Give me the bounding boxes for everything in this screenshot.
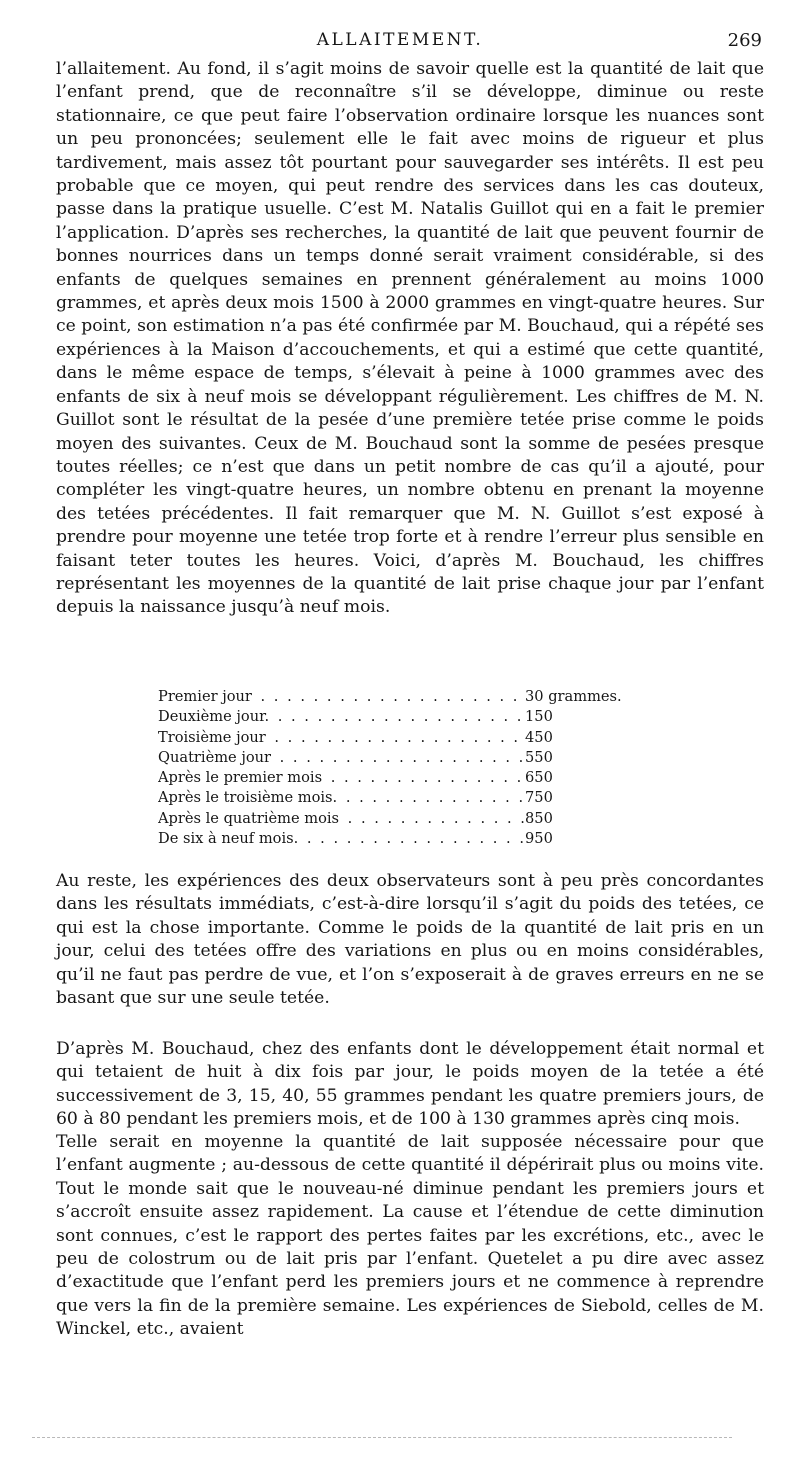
- paragraph-4: [56, 1131, 764, 1342]
- footer-divider: [32, 1437, 732, 1439]
- paragraph-text: D’après M. Bouchaud, chez des enfants dont le développement était normal et qui tetaient de huit à dix fois par jour, le poids moyen de la tetée a été successivement de 3, 15, 40, 55 grammes pendant les quatre premiers jours, de 60 à 80 pendant les premiers mois, et de 100 à 130 grammes après cinq mois.: [56, 1039, 764, 1130]
- row-label: De six à neuf mois.: [158, 830, 299, 848]
- page-number: 269: [727, 30, 762, 51]
- row-value: 30 grammes.: [525, 688, 622, 705]
- row-value: 950: [525, 830, 553, 848]
- table-row: [158, 748, 628, 768]
- paragraph-text: l’allaitement. Au fond, il s’agit moins de savoir quelle est la quantité de lait que l’enfant prend, que de reconnaître s’il se développe, diminue ou reste stationnaire, ce que peut faire l’observation ordinaire lorsque les nuances sont un peu prononcées; seulement elle le fait avec moins de rigueur et plus tardivement, mais assez tôt pourtant pour sauvegarder ses intérêts. Il est peu probable que ce moyen, qui peut rendre des services dans les cas douteux, passe dans la pratique usuelle. C’est M. Natalis Guillot qui en a fait le premier l’application. D’après ses recherches, la quantité de lait que peuvent fournir de bonnes nourrices dans un temps donné serait vraiment considérable, si des enfants de quelques semaines en prennent généralement au moins 1000 grammes, et après deux mois 1500 à 2000 grammes en vingt-quatre heures. Sur ce point, son estimation n’a pas été confirmée par M. Bouchaud, qui a répété ses expériences à la Maison d’accouchements, et qui a estimé que cette quantité, dans le même espace de temps, s’élevait à peine à 1000 grammes avec des enfants de six à neuf mois se développant régulièrement. Les chiffres de M. N. Guillot sont le résultat de la pesée d’une première tetée prise comme le poids moyen des suivantes. Ceux de M. Bouchaud sont la somme de pesées presque toutes réelles; ce n’est que dans un petit nombre de cas qu’il a ajouté, pour compléter les vingt-quatre heures, un nombre obtenu en prenant la moyenne des tetées précédentes. Il fait remarquer que M. N. Guillot s’est exposé à prendre pour moyenne une tetée trop forte et à rendre l’erreur plus sensible en faisant teter toutes les heures. Voici, d’après M. Bouchaud, les chiffres représentant les moyennes de la quantité de lait prise chaque jour par l’enfant depuis la naissance jusqu’à neuf mois.: [56, 59, 764, 618]
- table-row: [158, 788, 628, 808]
- table-row: [158, 707, 628, 727]
- table-row: [158, 687, 628, 707]
- table-row: [158, 829, 628, 849]
- row-value: 550: [525, 748, 553, 766]
- paragraph-text: Au reste, les expériences des deux observateurs sont à peu près concordantes dans les résultats immédiats, c’est-à-dire lorsqu’il s’agit du poids des tetées, ce qui est la chose importante. Comme le poids de la quantité de lait pris en un jour, celui des tetées offre des variations en plus ou en moins considérables, qu’il ne faut pas perdre de vue, et l’on s’exposerait à de graves erreurs en ne se basant que sur une seule tetée.: [56, 871, 764, 1009]
- paragraph-2: [56, 870, 764, 1010]
- row-value: 450: [525, 728, 553, 746]
- row-label: Deuxième jour.: [158, 708, 270, 726]
- row-label: Troisième jour: [158, 728, 266, 746]
- paragraph-3: [56, 1038, 764, 1132]
- row-label: Quatrième jour: [158, 748, 272, 766]
- row-value: 750: [525, 789, 553, 807]
- row-label: Premier jour: [158, 688, 252, 705]
- running-head: ALLAITEMENT.: [316, 30, 484, 50]
- row-value: 650: [525, 769, 553, 787]
- milk-quantity-table: [158, 687, 628, 849]
- row-label: Après le premier mois: [158, 769, 323, 787]
- row-value: 150: [525, 708, 553, 726]
- row-value: 850: [525, 809, 553, 827]
- paragraph-text: Telle serait en moyenne la quantité de lait supposée nécessaire pour que l’enfant augmente ; au-dessous de cette quantité il dépérirait plus ou moins vite. Tout le monde sait que le nouveau-né diminue pendant les premiers jours et s’accroît ensuite assez rapidement. La cause et l’étendue de cette diminution sont connues, c’est le rapport des pertes faites par les excrétions, etc., avec le peu de colostrum ou de lait pris par l’enfant. Quetelet a pu dire avec assez d’exactitude que l’enfant perd les premiers jours et ne commence à reprendre que vers la fin de la première semaine. Les expériences de Siebold, celles de M. Winckel, etc., avaient: [56, 1132, 764, 1340]
- page-header: [0, 30, 800, 54]
- table-row: [158, 809, 628, 829]
- row-label: Après le quatrième mois: [158, 809, 340, 827]
- table-row: [158, 728, 628, 748]
- paragraph-1: [56, 58, 764, 620]
- table-row: [158, 768, 628, 788]
- row-label: Après le troisième mois.: [158, 789, 338, 807]
